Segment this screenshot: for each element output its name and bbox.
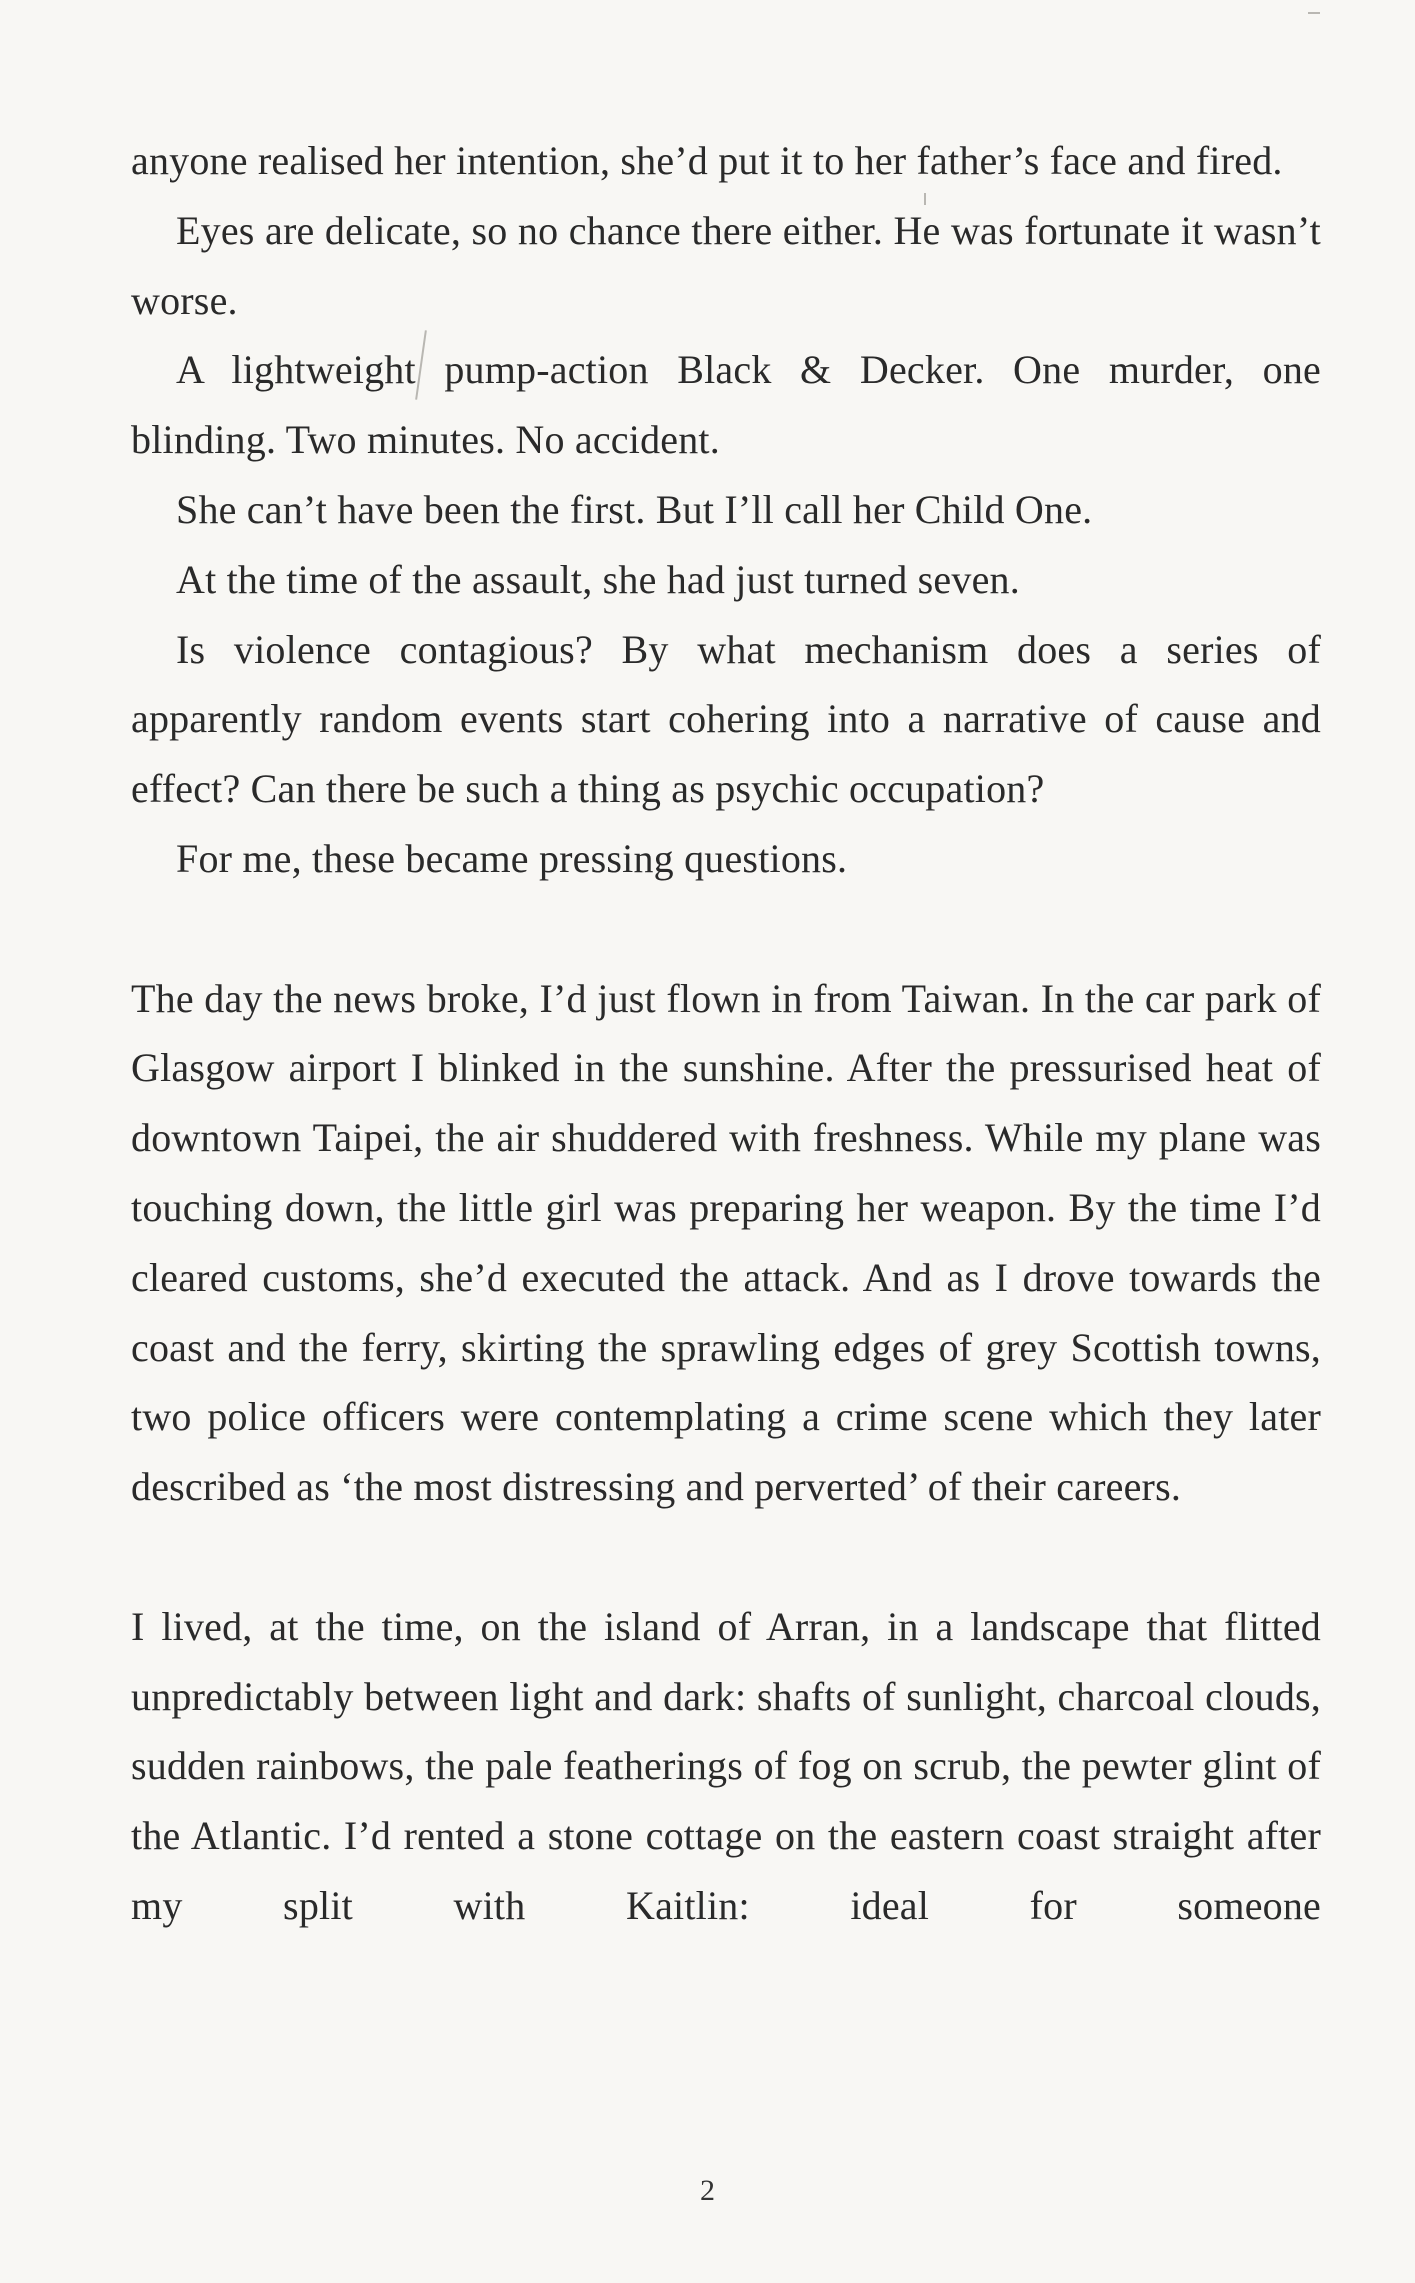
paragraph: I lived, at the time, on the island of Arran, in a landscape that flitted unpredictably between light and dark: shafts of sunlight, charcoal clouds, sudden rainbows, the pale featherings of fog on scrub, the pewter glint of the Atlantic. I’d rented a stone cottage on the eastern coast straight after my split with Kaitlin: ideal for someone: [131, 1603, 1321, 1928]
paragraph: A lightweight pump-action Black & Decker. One murder, one blinding. Two minutes. No accident.: [131, 347, 1321, 463]
paragraph: Is violence contagious? By what mechanism does a series of apparently random events start cohering into a narrative of cause and effect? Can there be such a thing as psychic occupation?: [131, 626, 1321, 812]
page-number: 2: [700, 2174, 715, 2207]
paragraph: The day the news broke, I’d just flown in from Taiwan. In the car park of Glasgow airport I blinked in the sunshine. After the pressurised heat of downtown Taipei, the air shuddered with freshness. While my plane was touching down, the little girl was preparing her weapon. By the time I’d cleared customs, she’d executed the attack. And as I drove towards the coast and the ferry, skirting the sprawling edges of grey Scottish towns, two police officers were contemplating a crime scene which they later described as ‘the most distressing and perverted’ of their careers.: [131, 975, 1321, 1510]
paragraph: anyone realised her intention, she’d put it to her father’s face and fired.: [131, 138, 1283, 183]
section-break: [131, 894, 1321, 964]
pencil-mark: [1308, 12, 1320, 14]
paragraph: Eyes are delicate, so no chance there either. He was fortunate it wasn’t worse.: [131, 207, 1321, 323]
paragraph: For me, these became pressing questions.: [176, 835, 848, 881]
body-text: [131, 126, 1321, 1941]
paragraph: At the time of the assault, she had just turned seven.: [176, 556, 1020, 602]
paragraph: She can’t have been the first. But I’ll call her Child One.: [176, 486, 1093, 532]
section-break: [131, 1522, 1321, 1592]
